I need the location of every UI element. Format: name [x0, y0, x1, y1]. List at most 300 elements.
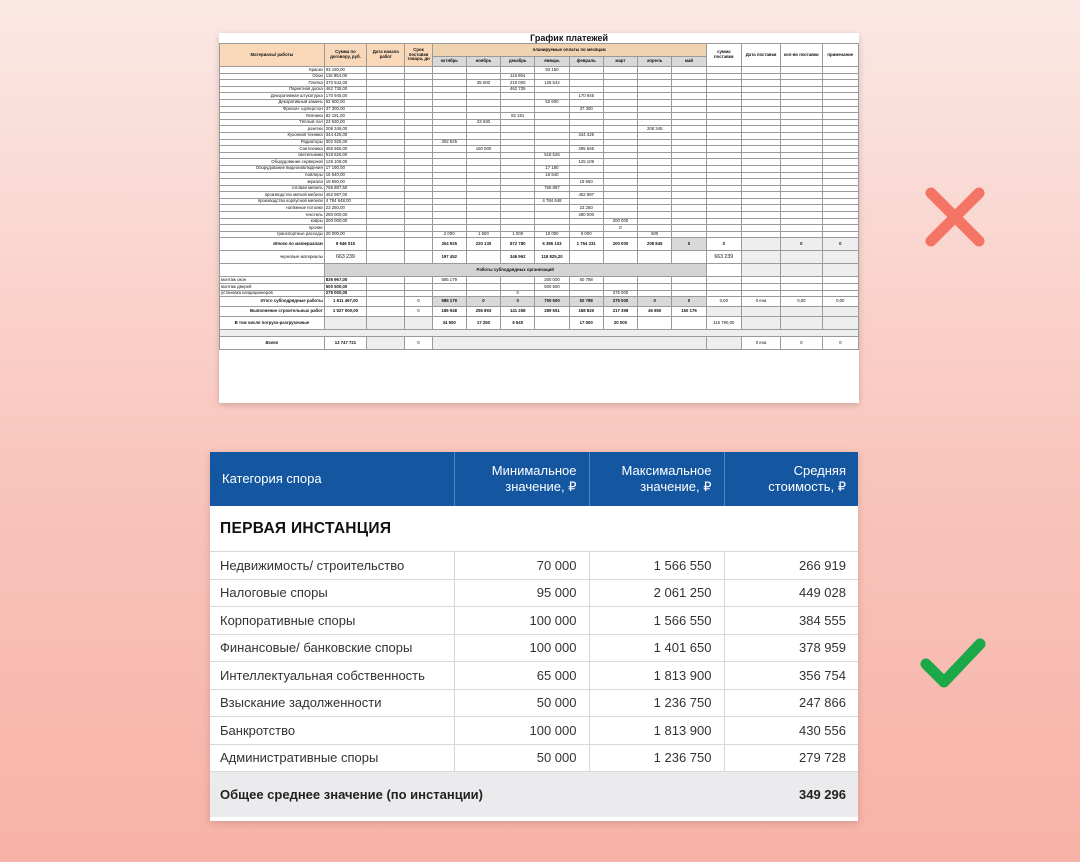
row-label: ковры — [220, 218, 325, 225]
row-cell — [501, 132, 535, 139]
row-cell — [367, 212, 405, 219]
row-cell — [535, 132, 569, 139]
row-label: установка кондиционеров — [220, 290, 325, 297]
row-cell — [603, 192, 637, 199]
material-row — [220, 192, 859, 199]
material-row — [220, 93, 859, 100]
row-cell — [672, 290, 706, 297]
grand-total-label: Всего — [220, 336, 325, 349]
material-row — [220, 113, 859, 120]
min-cell: 95 000 — [454, 579, 589, 607]
row-cell — [638, 139, 672, 146]
max-cell: 1 813 900 — [589, 717, 724, 745]
row-cell: 280 000,00 — [324, 212, 366, 219]
row-cell — [405, 99, 432, 106]
category-cell: Корпоративные споры — [210, 607, 454, 635]
row-cell — [501, 139, 535, 146]
row-cell — [405, 172, 432, 179]
row-cell — [638, 159, 672, 166]
row-cell — [466, 106, 500, 113]
row-cell: 17 190,00 — [324, 165, 366, 172]
total-cell: 6 385 103 — [535, 238, 569, 251]
min-cell: 100 000 — [454, 607, 589, 635]
row-cell — [603, 284, 637, 291]
row-cell: 275 000 — [603, 290, 637, 297]
row-cell — [672, 80, 706, 87]
min-cell: 50 000 — [454, 689, 589, 717]
row-cell — [432, 132, 466, 139]
row-cell: 1 000 — [501, 231, 535, 238]
row-cell — [405, 146, 432, 153]
row-cell — [603, 80, 637, 87]
min-cell: 70 000 — [454, 552, 589, 580]
row-cell — [405, 165, 432, 172]
row-cell: 17 190 — [535, 165, 569, 172]
row-cell — [432, 192, 466, 199]
row-cell — [569, 139, 603, 146]
row-cell — [535, 290, 569, 297]
row-cell — [405, 225, 432, 232]
avg-cell: 266 919 — [724, 552, 858, 580]
row-cell — [569, 126, 603, 133]
row-cell — [638, 172, 672, 179]
row-cell — [569, 290, 603, 297]
row-cell: 208 345 — [638, 126, 672, 133]
row-label: Оборудование серверной — [220, 159, 325, 166]
row-cell — [432, 86, 466, 93]
row-cell — [367, 113, 405, 120]
row-cell — [405, 93, 432, 100]
row-cell — [638, 165, 672, 172]
material-row — [220, 198, 859, 205]
row-cell: 19 550 — [569, 179, 603, 186]
material-row — [220, 67, 859, 74]
row-cell: 462 735,00 — [324, 86, 366, 93]
row-cell — [603, 93, 637, 100]
row-cell — [367, 198, 405, 205]
row-cell — [367, 93, 405, 100]
row-cell: 50 788 — [569, 277, 603, 284]
row-cell — [672, 73, 706, 80]
row-cell — [638, 106, 672, 113]
row-cell — [603, 205, 637, 212]
row-cell: 35 000 — [466, 80, 500, 87]
row-cell — [432, 126, 466, 133]
row-cell — [603, 126, 637, 133]
material-row — [220, 205, 859, 212]
row-cell — [535, 225, 569, 232]
row-cell — [569, 73, 603, 80]
row-cell — [501, 159, 535, 166]
row-cell — [367, 277, 405, 284]
material-row — [220, 231, 859, 238]
row-label: транспортные расходы — [220, 231, 325, 238]
row-cell — [672, 119, 706, 126]
row-cell — [466, 185, 500, 192]
row-cell — [603, 113, 637, 120]
row-cell — [535, 86, 569, 93]
avg-cell: 430 556 — [724, 717, 858, 745]
row-cell — [569, 218, 603, 225]
header-category: Категория спора — [210, 452, 454, 506]
total-cell: 872 780 — [501, 238, 535, 251]
row-cell — [535, 218, 569, 225]
row-cell — [535, 192, 569, 199]
row-cell: 1 500 — [466, 231, 500, 238]
row-cell: 500 — [638, 231, 672, 238]
row-cell: 125 542 — [535, 80, 569, 87]
row-cell — [672, 205, 706, 212]
row-cell: 19 550,00 — [324, 179, 366, 186]
dispute-cost-table — [210, 452, 858, 817]
row-cell — [405, 113, 432, 120]
row-cell — [367, 80, 405, 87]
row-label: бойлеры — [220, 172, 325, 179]
material-row — [220, 80, 859, 87]
row-cell — [569, 172, 603, 179]
row-label: производство мягкой мебели — [220, 192, 325, 199]
row-cell — [501, 212, 535, 219]
row-cell: 20 000,00 — [324, 231, 366, 238]
row-cell — [535, 113, 569, 120]
row-cell: 10 000 — [535, 231, 569, 238]
grand-total-sum: 13 747 721 — [324, 336, 366, 349]
category-cell: Административные споры — [210, 744, 454, 772]
row-cell — [603, 119, 637, 126]
row-cell — [638, 113, 672, 120]
row-cell: 37 300,00 — [324, 106, 366, 113]
row-cell — [638, 284, 672, 291]
material-row — [220, 106, 859, 113]
row-cell — [405, 218, 432, 225]
row-cell — [672, 139, 706, 146]
row-cell — [405, 67, 432, 74]
row-cell — [367, 99, 405, 106]
row-cell: 302 925 — [432, 139, 466, 146]
subcontract-row — [220, 284, 859, 291]
row-label: натяжные потолки — [220, 205, 325, 212]
row-cell: 835 967,00 — [324, 277, 366, 284]
row-cell — [367, 290, 405, 297]
row-cell — [432, 113, 466, 120]
row-cell — [367, 225, 405, 232]
row-cell — [603, 152, 637, 159]
material-row — [220, 212, 859, 219]
row-cell — [603, 198, 637, 205]
row-cell — [638, 152, 672, 159]
row-label: розетки — [220, 126, 325, 133]
row-cell: 4 784 648 — [535, 198, 569, 205]
row-cell — [432, 106, 466, 113]
total-cell: 0 — [706, 238, 741, 251]
row-cell — [672, 86, 706, 93]
row-cell — [367, 165, 405, 172]
row-cell — [535, 73, 569, 80]
row-cell — [466, 159, 500, 166]
row-cell: 23 630,00 — [324, 119, 366, 126]
row-cell — [603, 99, 637, 106]
section-title: ПЕРВАЯ ИНСТАНЦИЯ — [220, 519, 392, 537]
row-cell: 500 500 — [535, 284, 569, 291]
row-cell: 2 000 — [432, 231, 466, 238]
row-cell — [501, 119, 535, 126]
category-cell: Банкротство — [210, 717, 454, 745]
row-cell — [466, 212, 500, 219]
row-cell — [466, 99, 500, 106]
row-cell — [672, 172, 706, 179]
total-cell: 0 — [822, 238, 858, 251]
row-cell — [569, 86, 603, 93]
row-label: Плитка — [220, 80, 325, 87]
total-cell: 1 754 231 — [569, 238, 603, 251]
row-cell — [672, 192, 706, 199]
header-avg: Средняя стоимость, ₽ — [724, 452, 858, 506]
row-label: Оборудование видеонаблюдения — [220, 165, 325, 172]
row-cell — [501, 198, 535, 205]
row-cell — [569, 152, 603, 159]
row-cell — [466, 93, 500, 100]
row-label: готовая мебель — [220, 185, 325, 192]
category-cell: Взыскание задолженности — [210, 689, 454, 717]
table-row — [210, 689, 858, 717]
row-cell — [501, 185, 535, 192]
row-cell — [405, 231, 432, 238]
row-label: Лепнина — [220, 113, 325, 120]
row-cell — [432, 73, 466, 80]
row-cell — [367, 146, 405, 153]
row-cell — [501, 146, 535, 153]
avg-cell: 449 028 — [724, 579, 858, 607]
row-cell — [405, 290, 432, 297]
row-cell — [466, 179, 500, 186]
row-cell — [569, 80, 603, 87]
row-cell: 82 191 — [501, 113, 535, 120]
row-cell: 0 — [603, 225, 637, 232]
row-cell — [569, 165, 603, 172]
row-cell — [638, 146, 672, 153]
row-cell — [466, 126, 500, 133]
row-cell: 585 179 — [432, 277, 466, 284]
row-label: Паркетная доска — [220, 86, 325, 93]
row-cell — [569, 284, 603, 291]
row-cell — [367, 172, 405, 179]
row-label: светильники — [220, 152, 325, 159]
row-cell — [638, 80, 672, 87]
row-cell: 500 500,00 — [324, 284, 366, 291]
subcontract-section-title: Работы субподрядных организаций — [324, 264, 706, 277]
category-cell: Финансовые/ банковские споры — [210, 634, 454, 662]
material-row — [220, 132, 859, 139]
row-cell — [405, 152, 432, 159]
material-row — [220, 119, 859, 126]
row-cell — [501, 277, 535, 284]
row-cell: 5 000 — [569, 231, 603, 238]
row-cell — [603, 185, 637, 192]
table-row — [210, 662, 858, 690]
avg-cell: 378 959 — [724, 634, 858, 662]
row-cell: 344 425 — [569, 132, 603, 139]
row-cell — [501, 99, 535, 106]
total-cell: 200 000 — [603, 238, 637, 251]
row-cell — [672, 225, 706, 232]
row-cell: 82 191,00 — [324, 113, 366, 120]
category-cell: Налоговые споры — [210, 579, 454, 607]
row-cell — [603, 73, 637, 80]
row-cell — [466, 73, 500, 80]
row-cell — [432, 93, 466, 100]
total-cell: 0 — [781, 238, 822, 251]
row-cell — [367, 231, 405, 238]
row-cell — [367, 119, 405, 126]
row-cell: 200 000 — [603, 218, 637, 225]
row-cell — [501, 126, 535, 133]
row-cell — [367, 86, 405, 93]
material-row — [220, 165, 859, 172]
table-row — [210, 634, 858, 662]
avg-cell: 384 555 — [724, 607, 858, 635]
row-cell — [432, 198, 466, 205]
row-cell — [367, 67, 405, 74]
row-cell — [672, 284, 706, 291]
row-label: зеркала — [220, 179, 325, 186]
total-cell: 304 925 — [432, 238, 466, 251]
avg-cell: 247 866 — [724, 689, 858, 717]
total-cell: 208 845 — [638, 238, 672, 251]
row-cell — [466, 218, 500, 225]
row-cell — [638, 225, 672, 232]
cross-icon — [922, 184, 988, 250]
table-row — [210, 744, 858, 772]
row-label: Декоративная штукатурка — [220, 93, 325, 100]
row-cell — [638, 119, 672, 126]
table-row — [210, 579, 858, 607]
row-cell — [672, 132, 706, 139]
row-cell: 93 150,00 — [324, 67, 366, 74]
row-cell: 452 987 — [569, 192, 603, 199]
row-cell — [638, 93, 672, 100]
row-cell — [501, 225, 535, 232]
row-cell — [535, 119, 569, 126]
row-cell — [535, 205, 569, 212]
row-cell — [405, 132, 432, 139]
row-cell: 280 000 — [569, 212, 603, 219]
row-cell: 295 665 — [569, 146, 603, 153]
row-cell — [501, 192, 535, 199]
row-cell: 170 945 — [569, 93, 603, 100]
month-header: март — [603, 57, 637, 67]
row-cell: 116 854,00 — [324, 73, 366, 80]
row-cell — [672, 231, 706, 238]
row-cell — [603, 212, 637, 219]
row-cell — [672, 93, 706, 100]
row-cell — [638, 86, 672, 93]
month-header: апрель — [638, 57, 672, 67]
row-cell — [432, 212, 466, 219]
row-cell — [672, 198, 706, 205]
max-cell: 1 236 750 — [589, 689, 724, 717]
total-cell: 0 — [672, 238, 706, 251]
row-label: Сантехника — [220, 146, 325, 153]
row-cell — [672, 277, 706, 284]
row-cell: 116 854 — [501, 73, 535, 80]
row-cell: 518 526,00 — [324, 152, 366, 159]
row-cell: 23 250 — [569, 205, 603, 212]
row-cell — [501, 172, 535, 179]
row-cell: 16 540,00 — [324, 172, 366, 179]
row-cell — [535, 139, 569, 146]
row-cell — [535, 179, 569, 186]
row-cell — [501, 179, 535, 186]
row-cell — [466, 192, 500, 199]
row-label: монтаж дверей — [220, 284, 325, 291]
row-cell — [672, 218, 706, 225]
row-cell: 766 887,50 — [324, 185, 366, 192]
table-row — [210, 607, 858, 635]
row-cell: 452 987,00 — [324, 192, 366, 199]
row-cell — [501, 106, 535, 113]
row-cell — [466, 277, 500, 284]
row-cell — [501, 165, 535, 172]
col-contract-sum: Сумма по договору, руб. — [324, 44, 366, 67]
row-cell — [367, 106, 405, 113]
row-cell — [603, 277, 637, 284]
row-cell — [466, 165, 500, 172]
month-header: май — [672, 57, 706, 67]
row-cell: 208 345,00 — [324, 126, 366, 133]
rough-materials-sum: 663 239 — [324, 251, 366, 264]
category-cell: Интеллектуальная собственность — [210, 662, 454, 690]
row-cell — [501, 284, 535, 291]
row-cell — [672, 146, 706, 153]
row-cell: 0 — [501, 290, 535, 297]
table-row — [210, 717, 858, 745]
row-cell — [466, 67, 500, 74]
row-cell: 4 784 648,00 — [324, 198, 366, 205]
max-cell: 1 566 550 — [589, 607, 724, 635]
row-cell — [367, 185, 405, 192]
subcontract-rows — [220, 277, 859, 297]
row-cell — [603, 231, 637, 238]
row-cell — [405, 192, 432, 199]
max-cell: 1 566 550 — [589, 552, 724, 580]
total-materials-sum: 9 946 015 — [324, 238, 366, 251]
row-label: Обои — [220, 73, 325, 80]
row-cell: 455 665,00 — [324, 146, 366, 153]
row-label: Тёплый пол — [220, 119, 325, 126]
min-cell: 100 000 — [454, 717, 589, 745]
row-cell — [603, 139, 637, 146]
row-cell — [367, 73, 405, 80]
row-cell — [466, 132, 500, 139]
row-cell: 37 300 — [569, 106, 603, 113]
loading-works-label: В том числе погрузо-разгрузочные — [220, 317, 325, 330]
row-cell — [603, 165, 637, 172]
avg-cell: 279 728 — [724, 744, 858, 772]
row-cell — [535, 159, 569, 166]
material-row — [220, 225, 859, 232]
row-cell: 160 000 — [466, 146, 500, 153]
row-cell: 275 000,00 — [324, 290, 366, 297]
row-cell — [432, 99, 466, 106]
row-cell — [432, 205, 466, 212]
row-cell — [466, 113, 500, 120]
payment-schedule-spreadsheet — [219, 33, 859, 403]
row-cell — [672, 165, 706, 172]
row-cell — [367, 139, 405, 146]
row-cell — [638, 205, 672, 212]
row-cell — [367, 152, 405, 159]
row-cell — [535, 93, 569, 100]
